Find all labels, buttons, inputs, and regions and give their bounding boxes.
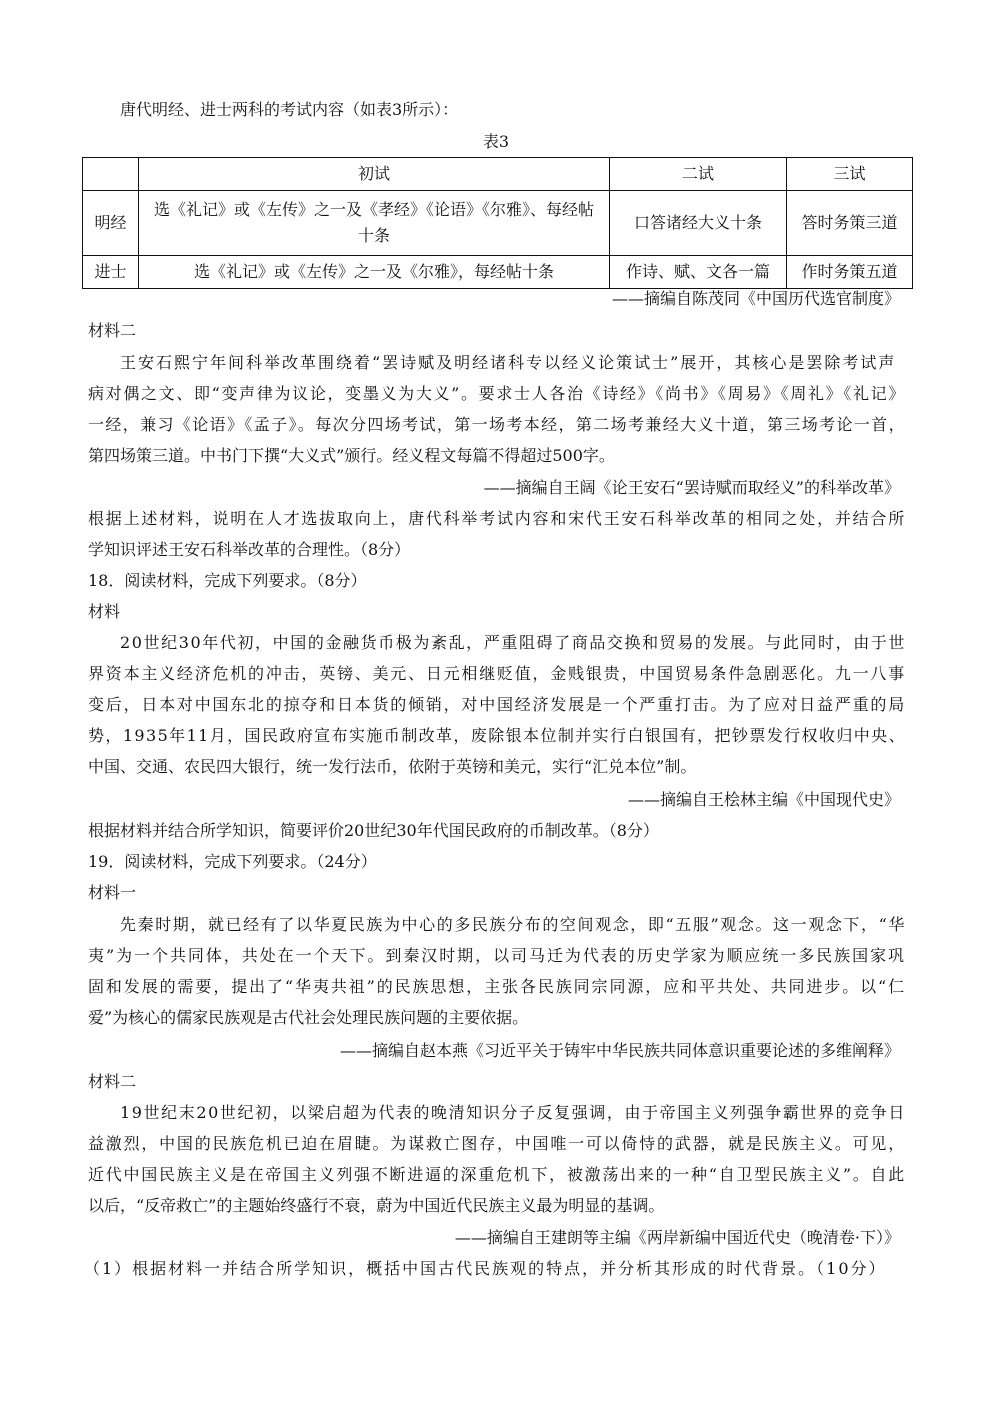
material-label: 材料一 — [88, 883, 137, 902]
material-line: 王安石熙宁年间科举改革围绕着“罢诗赋及明经诸科专以经义论策试士”展开，其核心是罢除考试声 — [120, 353, 897, 372]
table-header-cell: 二试 — [610, 158, 787, 191]
material-source: ——摘编自王建朗等主编《两岸新编中国近代史（晚清卷·下）》 — [454, 1228, 900, 1247]
table-header-cell: 初试 — [139, 158, 610, 191]
question-text: 学知识评述王安石科举改革的合理性。（8分） — [88, 540, 411, 559]
material-line: 病对偶之文、即“变声律为议论，变墨义为大义”。要求士人各治《诗经》《尚书》《周易》《周礼》《礼记》 — [88, 384, 906, 403]
question-title: 19．阅读材料，完成下列要求。（24分） — [88, 852, 377, 871]
table-cell: 明经 — [83, 191, 139, 256]
table-row — [83, 191, 913, 256]
table-caption: 表3 — [482, 132, 510, 151]
material-source: ——摘编自王桧林主编《中国现代史》 — [627, 790, 900, 809]
material-line: 近代中国民族主义是在帝国主义列强不断进逼的深重危机下，被激荡出来的一种“自卫型民族主义”。自此 — [88, 1165, 906, 1184]
table-row — [83, 256, 913, 289]
material-line: 以后，“反帝救亡”的主题始终盛行不衰，蔚为中国近代民族主义最为明显的基调。 — [88, 1196, 665, 1215]
material-line: 变后，日本对中国东北的掠夺和日本货的倾销，对中国经济发展是一个严重打击。为了应对日益严重的局 — [88, 695, 906, 714]
question-text: 根据上述材料，说明在人才选拔取向上，唐代科举考试内容和宋代王安石科举改革的相同之处，并结合所 — [88, 509, 906, 528]
question-title: 18．阅读材料，完成下列要求。（8分） — [88, 571, 367, 590]
table-header-row — [83, 158, 913, 191]
material-label: 材料 — [88, 602, 121, 621]
material-line: 爱”为核心的儒家民族观是古代社会处理民族问题的主要依据。 — [88, 1008, 529, 1027]
material-line: 中国、交通、农民四大银行，统一发行法币，依附于英镑和美元，实行“汇兑本位”制。 — [88, 757, 697, 776]
question-text: 根据材料并结合所学知识，简要评价20世纪30年代国民政府的币制改革。（8分） — [88, 821, 659, 840]
table-header-cell: 三试 — [787, 158, 913, 191]
material-label: 材料二 — [88, 321, 137, 340]
material-line: 夷”为一个共同体，共处在一个天下。到秦汉时期，以司马迁为代表的历史学家为顺应统一多民族国家巩 — [88, 946, 906, 965]
question-text: （1）根据材料一并结合所学知识，概括中国古代民族观的特点，并分析其形成的时代背景。（10分） — [84, 1259, 887, 1278]
material-source: ——摘编自王阔《论王安石“罢诗赋而取经义”的科举改革》 — [483, 478, 900, 497]
table-intro: 唐代明经、进士两科的考试内容（如表3所示）： — [120, 100, 459, 119]
exam-content-table — [82, 157, 913, 289]
table-cell: 作时务策五道 — [787, 256, 913, 289]
table-source: ——摘编自陈茂同《中国历代选官制度》 — [611, 289, 900, 308]
table-cell: 选《礼记》或《左传》之一及《孝经》《论语》《尔雅》、每经帖十条 — [139, 191, 610, 256]
material-line: 界资本主义经济危机的冲击，英镑、美元、日元相继贬值，金贱银贵，中国贸易条件急剧恶化。九一八事 — [88, 664, 906, 683]
material-line: 固和发展的需要，提出了“华夷共祖”的民族思想，主张各民族同宗同源，应和平共处、共同进步。以“仁 — [88, 977, 906, 996]
table-cell: 进士 — [83, 256, 139, 289]
material-line: 第四场策三道。中书门下撰“大义式”颁行。经义程文每篇不得超过500字。 — [88, 446, 615, 465]
material-line: 先秦时期，就已经有了以华夏民族为中心的多民族分布的空间观念，即“五服”观念。这一观念下，“华 — [120, 915, 906, 934]
table-cell: 选《礼记》或《左传》之一及《尔雅》，每经帖十条 — [139, 256, 610, 289]
table-cell: 作诗、赋、文各一篇 — [610, 256, 787, 289]
material-label: 材料二 — [88, 1072, 137, 1091]
material-line: 益激烈，中国的民族危机已迫在眉睫。为谋救亡图存，中国唯一可以倚恃的武器，就是民族主义。可见， — [88, 1134, 906, 1153]
material-line: 一经，兼习《论语》《孟子》。每次分四场考试，第一场考本经，第二场考兼经大义十道，第三场考论一首， — [88, 415, 906, 434]
material-line: 势，1935年11月，国民政府宣布实施币制改革，废除银本位制并实行白银国有，把钞票发行权收归中央、 — [88, 726, 906, 745]
material-line: 20世纪30年代初，中国的金融货币极为紊乱，严重阻碍了商品交换和贸易的发展。与此同时，由于世 — [120, 633, 906, 652]
table-header-cell — [83, 158, 139, 191]
material-line: 19世纪末20世纪初，以梁启超为代表的晚清知识分子反复强调，由于帝国主义列强争霸世界的竞争日 — [120, 1103, 906, 1122]
table-cell: 答时务策三道 — [787, 191, 913, 256]
table-cell: 口答诸经大义十条 — [610, 191, 787, 256]
material-source: ——摘编自赵本燕《习近平关于铸牢中华民族共同体意识重要论述的多维阐释》 — [339, 1041, 900, 1060]
